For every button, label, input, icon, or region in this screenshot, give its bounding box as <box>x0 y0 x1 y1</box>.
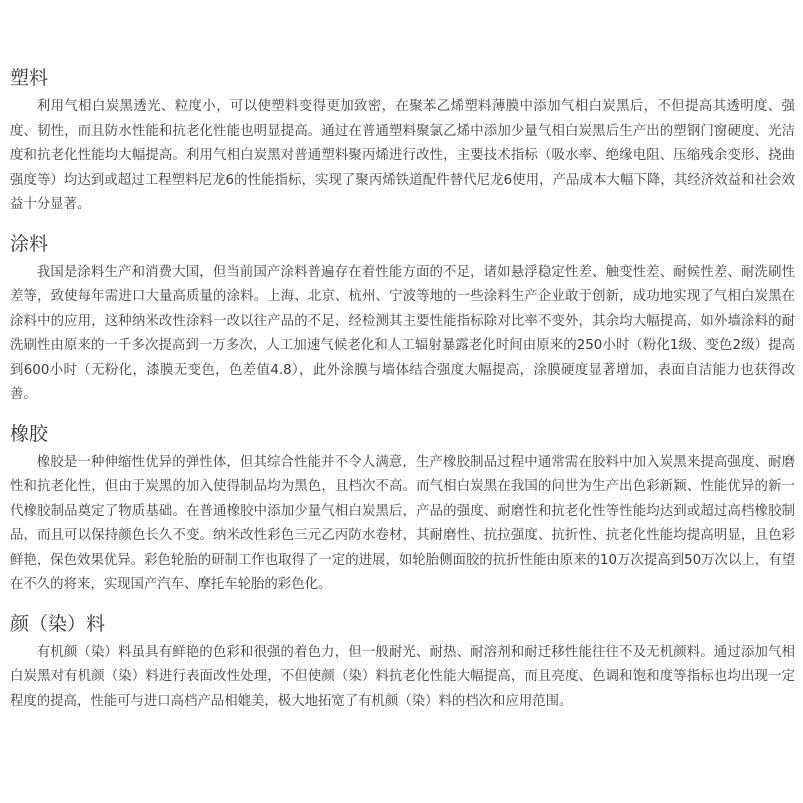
section-title: 颜（染）料 <box>10 612 106 635</box>
section-pigments-dyes <box>10 612 795 715</box>
section-title: 塑料 <box>10 67 49 89</box>
section-plastics <box>10 66 795 218</box>
section-paragraph: 有机颜（染）料虽具有鲜艳的色彩和很强的着色力，但一般耐光、耐热、耐溶剂和耐迁移性能往往不及无机颜料。通过添加气相白炭黑对有机颜（染）料进行表面改性处理，不但使颜（染）料抗老化性能大幅提高，而且亮度、色调和饱和度等指标也均出现一定程度的提高，性能可与进口高档产品相媲美，极大地拓宽了有机颜（染）料的档次和应用范围。 <box>10 644 795 709</box>
section-paragraph: 利用气相白炭黑透光、粒度小，可以使塑料变得更加致密，在聚苯乙烯塑料薄膜中添加气相白炭黑后，不但提高其透明度、强度、韧性，而且防水性能和抗老化性能也明显提高。通过在普通塑料聚氯乙烯中添加少量气相白炭黑后生产出的塑钢门窗硬度、光洁度和抗老化性能均大幅提高。利用气相白炭黑对普通塑料聚丙烯进行改性，主要技术指标（吸水率、绝缘电阻、压缩残余变形、挠曲强度等）均达到或超过工程塑料尼龙6的性能指标，实现了聚丙烯铁道配件替代尼龙6使用，产品成本大幅下降，其经济效益和社会效益十分显著。 <box>10 99 795 212</box>
section-paragraph: 橡胶是一种伸缩性优异的弹性体，但其综合性能并不令人满意，生产橡胶制品过程中通常需在胶料中加入炭黑来提高强度、耐磨性和抗老化性，但由于炭黑的加入使得制品均为黑色，且档次不高。而气相白炭黑在我国的问世为生产出色彩新颖、性能优异的新一代橡胶制品奠定了物质基础。在普通橡胶中添加少量气相白炭黑后，产品的强度、耐磨性和抗老化性等性能均达到或超过高档橡胶制品，而且可以保持颜色长久不变。纳米改性彩色三元乙丙防水卷材，其耐磨性、抗拉强度、抗折性、抗老化性能均提高明显，且色彩鲜艳，保色效果优异。彩色轮胎的研制工作也取得了一定的进展，如轮胎侧面胶的抗折性能由原来的10万次提高到50万次以上，有望在不久的将来，实现国产汽车、摩托车轮胎的彩色化。 <box>10 454 795 592</box>
section-paragraph: 我国是涂料生产和消费大国，但当前国产涂料普遍存在着性能方面的不足，诸如悬浮稳定性差、触变性差、耐候性差、耐洗刷性差等，致使每年需进口大量高质量的涂料。上海、北京、杭州、宁波等地的一些涂料生产企业敢于创新，成功地实现了气相白炭黑在涂料中的应用，这种纳米改性涂料一改以往产品的不足，经检测其主要性能指标除对比率不变外，其余均大幅提高，如外墙涂料的耐洗刷性由原来的一千多次提高到一万多次，人工加速气候老化和人工辐射暴露老化时间由原来的250小时（粉化1级、变色2级）提高到600小时（无粉化，漆膜无变色，色差值4.8），此外涂膜与墙体结合强度大幅提高，涂膜硬度显著增加，表面自洁能力也获得改善。 <box>10 264 795 402</box>
section-rubber <box>10 422 795 598</box>
section-title: 涂料 <box>10 232 49 255</box>
section-title: 橡胶 <box>10 422 49 445</box>
section-coatings <box>10 232 795 408</box>
